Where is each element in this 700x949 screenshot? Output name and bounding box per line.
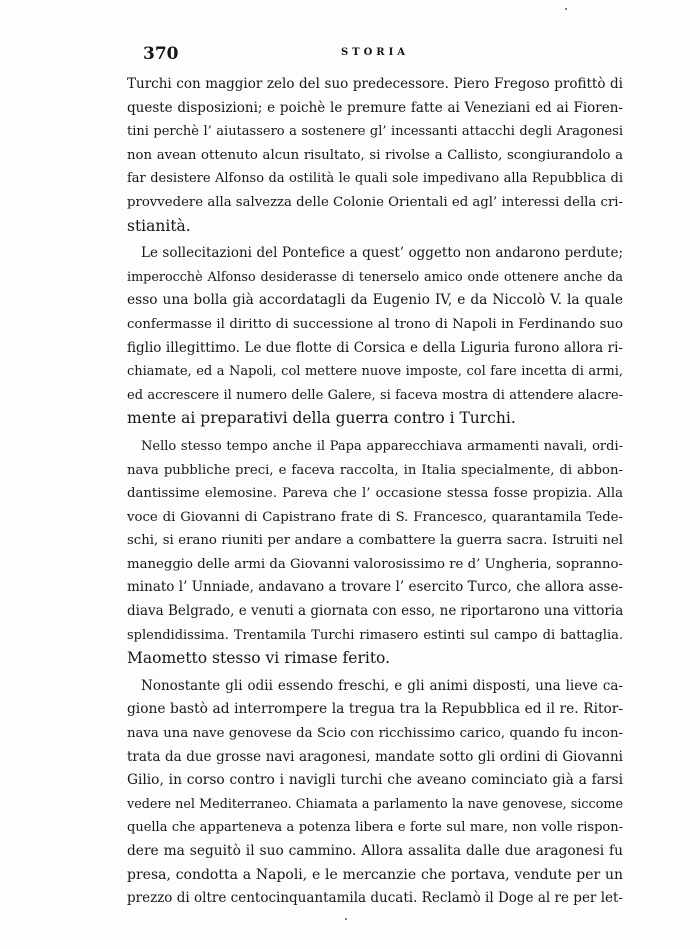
text-line: minato l’ Unniade, andavano a trovare l’ esercito Turco, che allora asse- — [127, 579, 623, 596]
text-line: provvedere alla salvezza delle Colonie Orientali ed agl’ interessi della cri- — [127, 194, 623, 210]
text-line: nava una nave genovese da Scio con ricchissimo carico, quando fu incon- — [127, 726, 623, 742]
text-line: non avean ottenuto alcun risultato, si rivolse a Callisto, scongiurandolo a — [127, 147, 623, 163]
section-title: STORIA — [340, 47, 410, 58]
text-line: prezzo di oltre centocinquantamila ducati. Reclamò il Doge al re per let- — [127, 890, 623, 907]
body-text — [127, 73, 623, 911]
text-line: quella che apparteneva a potenza libera e forte sul mare, non volle rispon- — [127, 820, 623, 836]
text-line: tini perchè l’ aiutassero a sostenere gl’ incessanti attacchi degli Aragonesi — [127, 124, 623, 140]
text-line: stianità. — [127, 216, 191, 235]
speck — [345, 918, 347, 920]
text-line: queste disposizioni; e poichè le premure fatte ai Veneziani ed ai Fioren- — [127, 99, 623, 116]
text-line: schi, si erano riuniti per andare a combattere la guerra sacra. Istruiti nel — [127, 533, 623, 549]
page-number: 370 — [143, 44, 179, 64]
text-line: ed accrescere il numero delle Galere, si faceva mostra di attendere alacre- — [127, 387, 623, 403]
text-line: presa, condotta a Napoli, e le mercanzie che portava, vendute per un — [127, 866, 623, 883]
text-line: voce di Giovanni di Capistrano frate di S. Francesco, quarantamila Tede- — [127, 509, 623, 525]
text-line: dantissime elemosine. Pareva che l’ occasione stessa fosse propizia. Alla — [127, 486, 623, 502]
text-line: imperocchè Alfonso desiderasse di tenerselo amico onde ottenere anche da — [127, 269, 623, 285]
text-line: far desistere Alfonso da ostilità le quali sole impedivano alla Repubblica di — [127, 171, 623, 187]
text-line: maneggio delle armi da Giovanni valorosissimo re d’ Ungheria, sopranno- — [127, 556, 623, 572]
text-line: splendidissima. Trentamila Turchi rimasero estinti sul campo di battaglia. — [127, 627, 623, 643]
speck — [565, 8, 567, 10]
text-line: confermasse il diritto di successione al trono di Napoli in Ferdinando suo — [127, 316, 623, 332]
text-line: gione bastò ad interrompere la tregua tra la Repubblica ed il re. Ritor- — [127, 701, 623, 718]
text-line: Nello stesso tempo anche il Papa apparecchiava armamenti navali, ordi- — [141, 438, 623, 454]
text-line: Maometto stesso vi rimase ferito. — [127, 649, 391, 668]
running-head — [127, 44, 623, 64]
text-line: diava Belgrado, e venuti a giornata con esso, ne riportarono una vittoria — [127, 603, 624, 620]
text-line: Turchi con maggior zelo del suo predecessore. Piero Fregoso profittò di — [127, 76, 623, 92]
text-line: dere ma seguitò il suo cammino. Allora assalita dalle due aragonesi fu — [127, 843, 623, 859]
text-line: Gilio, in corso contro i navigli turchi che aveano cominciato già a farsi — [127, 772, 623, 789]
text-line: figlio illegittimo. Le due flotte di Corsica e della Liguria furono allora ri- — [127, 339, 623, 356]
text-line: chiamate, ed a Napoli, col mettere nuove imposte, col fare incetta di armi, — [127, 364, 623, 380]
text-line: vedere nel Mediterraneo. Chiamata a parlamento la nave genovese, siccome — [127, 796, 623, 812]
text-line: esso una bolla già accordatagli da Eugenio IV, e da Niccolò V. la quale — [127, 292, 623, 309]
text-line: nava pubbliche preci, e faceva raccolta, in Italia specialmente, di abbon- — [127, 462, 623, 478]
text-line: Le sollecitazioni del Pontefice a quest’ oggetto non andarono perdute; — [141, 245, 623, 262]
text-line: mente ai preparativi della guerra contro i Turchi. — [127, 409, 516, 428]
text-line: trata da due grosse navi aragonesi, mandate sotto gli ordini di Giovanni — [127, 748, 623, 765]
text-line: Nonostante gli odii essendo freschi, e gli animi disposti, una lieve ca- — [141, 677, 623, 694]
